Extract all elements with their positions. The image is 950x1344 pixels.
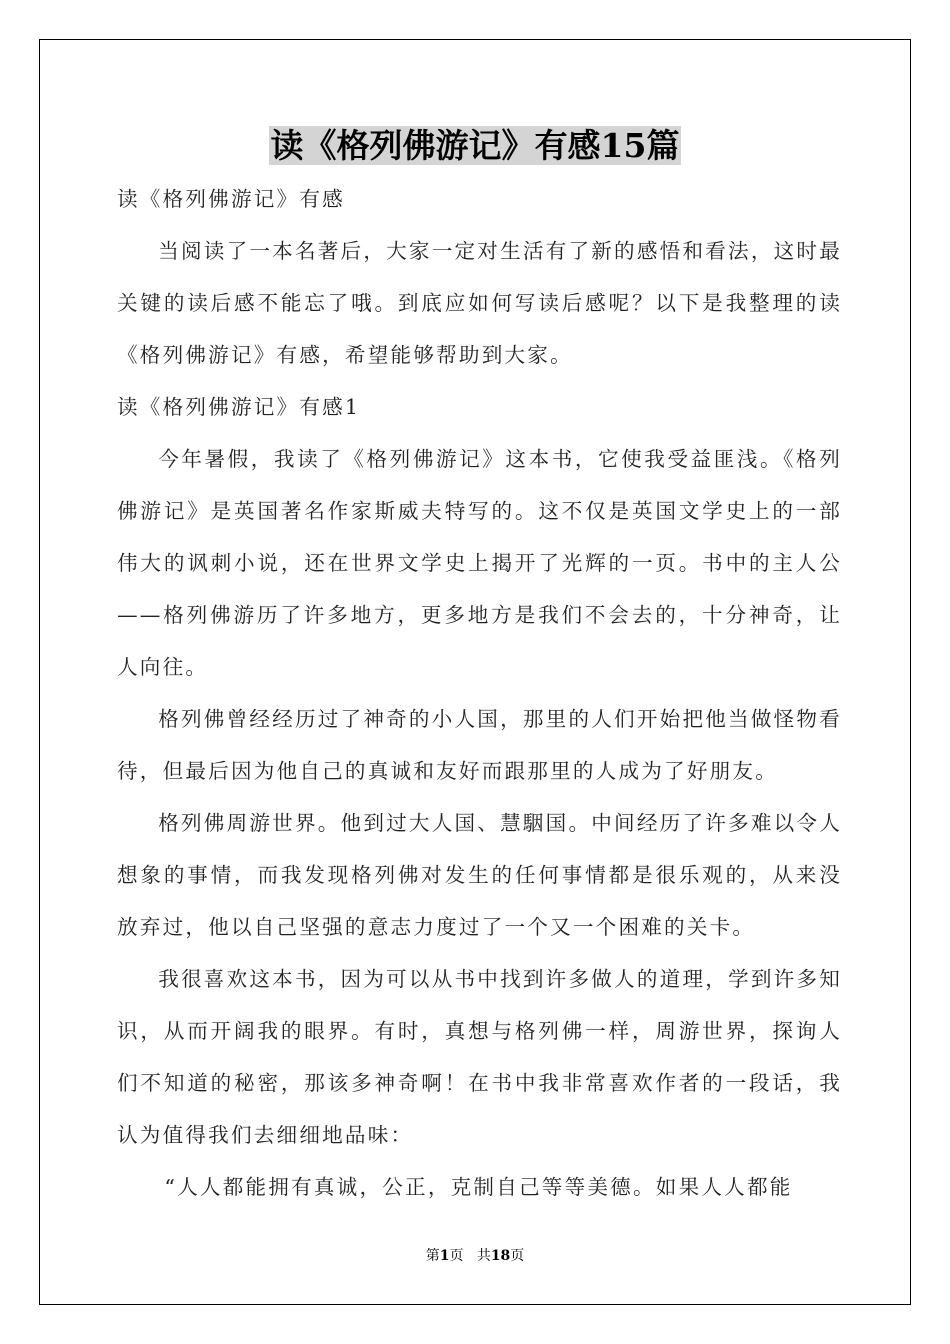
- page-suffix: 页: [449, 1248, 464, 1264]
- page-prefix: 第: [425, 1248, 440, 1264]
- paragraph: 今年暑假，我读了《格列佛游记》这本书，它使我受益匪浅。《格列佛游记》是英国著名作家斯威夫特写的。这不仅是英国文学史上的一部伟大的讽刺小说，还在世界文学史上揭开了光辉的一页。书中的主人公——格列佛游历了许多地方，更多地方是我们不会去的，十分神奇，让人向往。: [117, 447, 842, 679]
- paragraph: 格列佛曾经经历过了神奇的小人国，那里的人们开始把他当做怪物看待，但最后因为他自己的真诚和友好而跟那里的人成为了好朋友。: [117, 707, 842, 783]
- page-number: 1: [439, 1248, 450, 1264]
- quote-paragraph: “人人都能拥有真诚，公正，克制自己等等美德。如果人人都能: [164, 1175, 793, 1199]
- paragraph: 当阅读了一本名著后，大家一定对生活有了新的感悟和看法，这时最关键的读后感不能忘了哦。到底应如何写读后感呢？以下是我整理的读《格列佛游记》有感，希望能够帮助到大家。: [117, 239, 842, 367]
- total-suffix: 页: [510, 1248, 525, 1264]
- document-body: [117, 173, 842, 1213]
- paragraph: 格列佛周游世界。他到过大人国、慧駰国。中间经历了许多难以令人想象的事情，而我发现格列佛对发生的任何事情都是很乐观的，从来没放弃过，他以自己坚强的意志力度过了一个又一个困难的关卡。: [117, 811, 842, 939]
- section-heading: 读《格列佛游记》有感1: [117, 395, 361, 419]
- section-heading: 读《格列佛游记》有感: [117, 187, 345, 211]
- document-title-text: 读《格列佛游记》有感15篇: [270, 126, 680, 165]
- paragraph: 我很喜欢这本书，因为可以从书中找到许多做人的道理，学到许多知识，从而开阔我的眼界。有时，真想与格列佛一样，周游世界，探询人们不知道的秘密，那该多神奇啊！在书中我非常喜欢作者的一段话，我认为值得我们去细细地品味：: [117, 967, 842, 1147]
- document-title: [0, 122, 950, 170]
- total-prefix: 共: [476, 1248, 491, 1264]
- total-pages: 18: [490, 1248, 511, 1264]
- page-footer: [0, 1245, 950, 1265]
